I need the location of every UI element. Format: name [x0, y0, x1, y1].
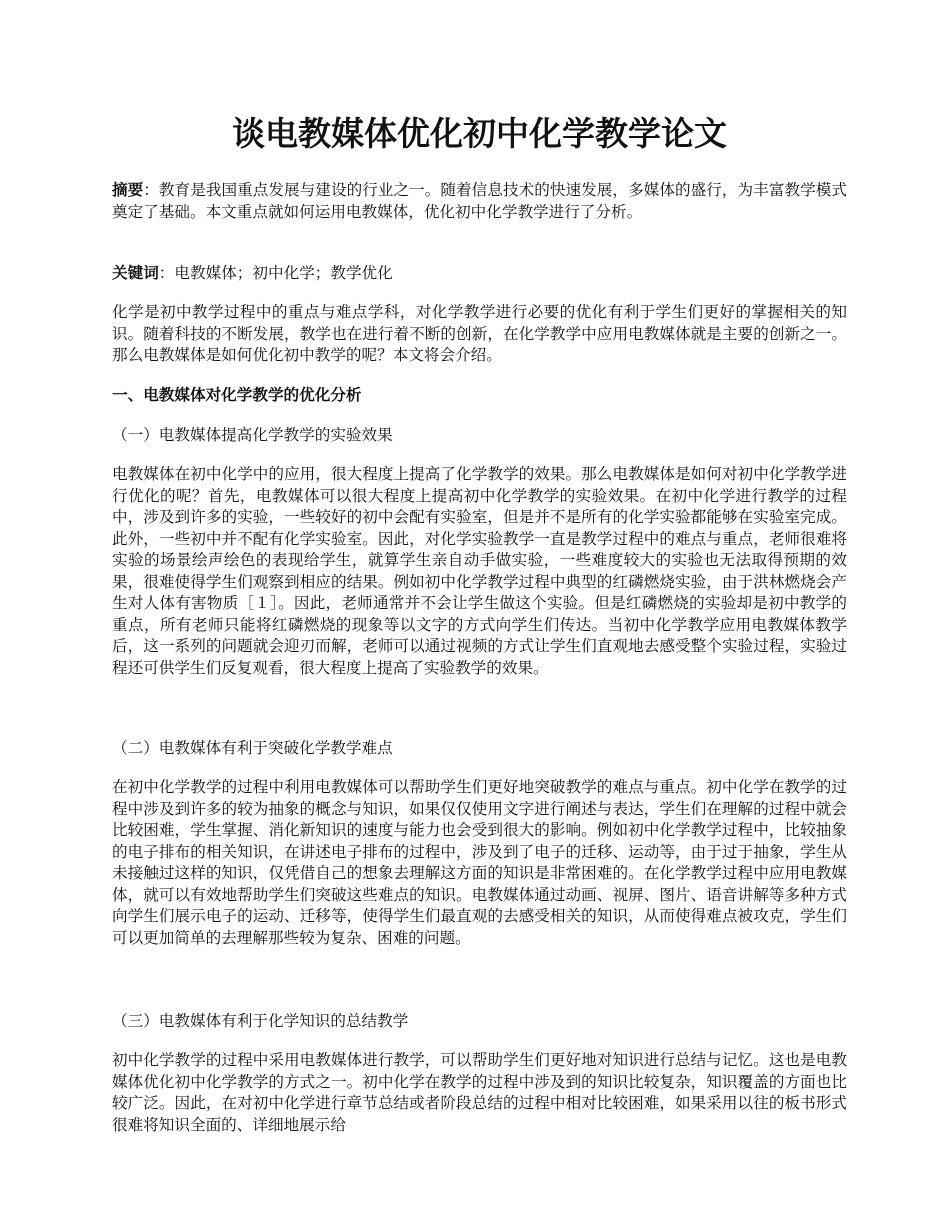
abstract-paragraph: [112, 180, 847, 223]
keywords-text: 电教媒体；初中化学；教学优化: [174, 264, 393, 282]
abstract-separator: ：: [143, 181, 159, 199]
subsection-heading-2: （二）电教媒体有利于突破化学教学难点: [112, 739, 393, 757]
keywords-separator: ：: [158, 264, 175, 282]
subsection-heading-3: （三）电教媒体有利于化学知识的总结教学: [112, 1012, 409, 1030]
subsection-heading-1: （一）电教媒体提高化学教学的实验效果: [112, 426, 393, 444]
section-heading: 一、电教媒体对化学教学的优化分析: [112, 386, 362, 404]
intro-paragraph: 化学是初中教学过程中的重点与难点学科，对化学教学进行必要的优化有利于学生们更好的掌握相关的知识。随着科技的不断发展，教学也在进行着不断的创新，在化学教学中应用电教媒体就是主要的创新之一。那么电教媒体是如何优化初中教学的呢？本文将会介绍。: [112, 303, 847, 364]
keywords-paragraph: [112, 263, 847, 285]
abstract-label: 摘要: [112, 181, 144, 199]
keywords-label: 关键词: [112, 264, 159, 282]
subsection-body-1: 电教媒体在初中化学中的应用，很大程度上提高了化学教学的效果。那么电教媒体是如何对初中化学教学进行优化的呢？首先，电教媒体可以很大程度上提高初中化学教学的实验效果。在初中化学进行教学的过程中，涉及到许多的实验，一些较好的初中会配有实验室，但是并不是所有的化学实验都能够在实验室完成。此外，一些初中并不配有化学实验室。因此，对化学实验教学一直是教学过程中的难点与重点，老师很难将实验的场景绘声绘色的表现给学生，就算学生亲自动手做实验，一些难度较大的实验也无法取得预期的效果，很难使得学生们观察到相应的结果。例如初中化学教学过程中典型的红磷燃烧实验，由于洪林燃烧会产生对人体有害物质［１］。因此，老师通常并不会让学生做这个实验。但是红磷燃烧的实验却是初中教学的重点，所有老师只能将红磷燃烧的现象等以文字的方式向学生们传达。当初中化学教学应用电教媒体教学后，这一系列的问题就会迎刃而解，老师可以通过视频的方式让学生们直观地去感受整个实验过程，实验过程还可供学生们反复观看，很大程度上提高了实验教学的效果。: [112, 465, 847, 677]
abstract-text: 教育是我国重点发展与建设的行业之一。随着信息技术的快速发展，多媒体的盛行，为丰富教学模式奠定了基础。本文重点就如何运用电教媒体，优化初中化学教学进行了分析。: [112, 181, 847, 221]
subsection-body-2: 在初中化学教学的过程中利用电教媒体可以帮助学生们更好地突破教学的难点与重点。初中化学在教学的过程中涉及到许多的较为抽象的概念与知识，如果仅仅使用文字进行阐述与表达，学生们在理解的过程中就会比较困难，学生掌握、消化新知识的速度与能力也会受到很大的影响。例如初中化学教学过程中，比较抽象的电子排布的相关知识，在讲述电子排布的过程中，涉及到了电子的迁移、运动等，由于过于抽象，学生从未接触过这样的知识，仅凭借自己的想象去理解这方面的知识是非常困难的。在化学教学过程中应用电教媒体，就可以有效地帮助学生们突破这些难点的知识。电教媒体通过动画、视屏、图片、语音讲解等多种方式向学生们展示电子的运动、迁移等，使得学生们最直观的去感受相关的知识，从而使得难点被攻克，学生们可以更加简单的去理解那些较为复杂、困难的问题。: [112, 778, 847, 947]
subsection-body-3: 初中化学教学的过程中采用电教媒体进行教学，可以帮助学生们更好地对知识进行总结与记忆。这也是电教媒体优化初中化学教学的方式之一。初中化学在教学的过程中涉及到的知识比较复杂，知识覆盖的方面也比较广泛。因此，在对初中化学进行章节总结或者阶段总结的过程中相对比较困难，如果采用以往的板书形式很难将知识全面的、详细地展示给: [112, 1051, 847, 1134]
document-title: 谈电教媒体优化初中化学教学论文: [232, 114, 727, 153]
